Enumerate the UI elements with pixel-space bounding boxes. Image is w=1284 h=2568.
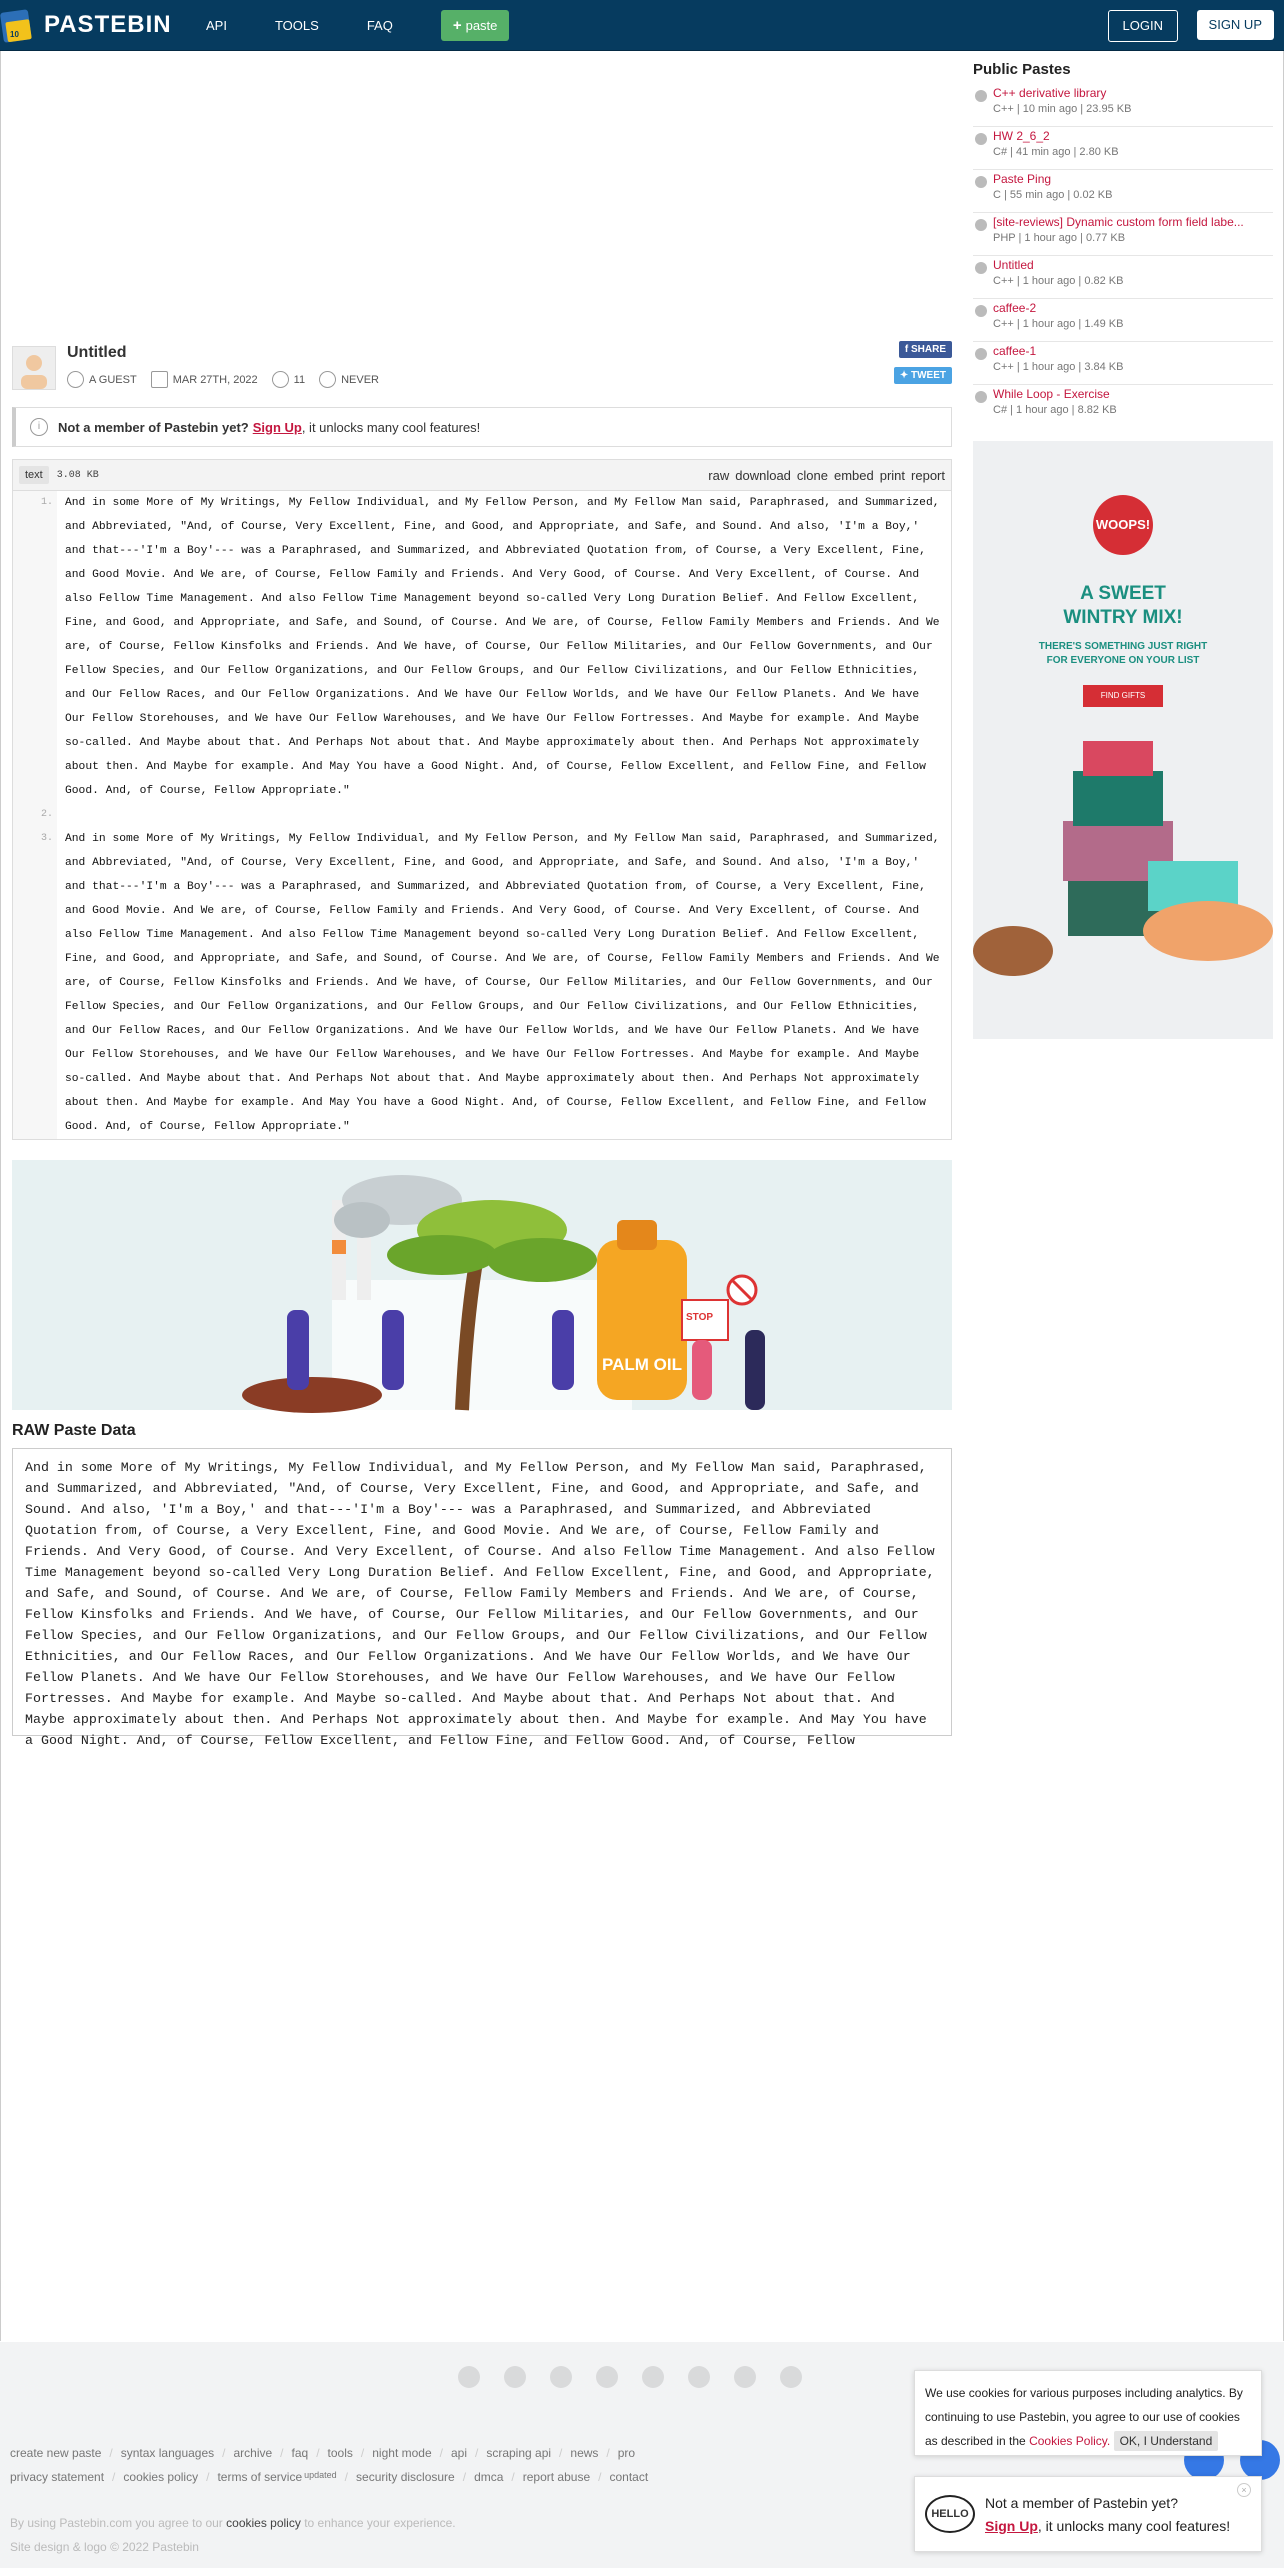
globe-icon xyxy=(975,90,987,102)
nav-api[interactable]: API xyxy=(206,17,227,33)
paste-author[interactable]: A GUEST xyxy=(89,373,137,386)
cookie-line-2: continuing to use Pastebin, you agree to our use of cookies xyxy=(925,2410,1240,2424)
footer-link[interactable]: create new paste xyxy=(10,2446,102,2460)
paste-size: 3.08 KB xyxy=(56,469,99,481)
globe-icon xyxy=(975,176,987,188)
info-icon: i xyxy=(30,418,48,436)
public-pastes-list xyxy=(973,84,1273,427)
ios-icon[interactable] xyxy=(550,2366,572,2388)
footer-links-row2: privacy statement / cookies policy / terms of service updated / security disclosure / dmca / report abuse / contact xyxy=(10,2470,649,2484)
line-number: 3. xyxy=(40,833,53,844)
paste-views: 11 xyxy=(293,373,306,386)
globe-icon xyxy=(975,262,987,274)
list-item xyxy=(973,213,1273,256)
bottle-label: PALM OIL xyxy=(602,1355,682,1374)
sidebar xyxy=(973,51,1273,1039)
mac-icon[interactable] xyxy=(688,2366,710,2388)
chrome-icon[interactable] xyxy=(458,2366,480,2388)
line-number: 1. xyxy=(40,497,53,508)
close-icon[interactable]: × xyxy=(1237,2483,1251,2497)
paste-link[interactable]: caffee-1 xyxy=(993,344,1037,358)
footer-link[interactable]: pro xyxy=(617,2446,636,2460)
signup-button[interactable]: SIGN UP xyxy=(1197,10,1274,40)
new-paste-button[interactable] xyxy=(441,10,510,41)
main-content xyxy=(12,51,952,1748)
report-button[interactable]: report xyxy=(911,467,945,483)
tweet-label: TWEET xyxy=(911,370,946,381)
firefox-icon[interactable] xyxy=(504,2366,526,2388)
stop-sign-label: STOP xyxy=(686,1312,714,1323)
footer-link[interactable]: syntax languages xyxy=(120,2446,215,2460)
notice-rest: , it unlocks many cool features! xyxy=(301,419,481,435)
ad-sub-2: FOR EVERYONE ON YOUR LIST xyxy=(1046,655,1200,666)
public-pastes-title: Public Pastes xyxy=(973,61,1071,78)
paste-info xyxy=(12,341,952,401)
hello-bubble-icon: HELLO xyxy=(925,2495,975,2533)
palm-oil-illustration xyxy=(12,1160,952,1410)
member-popup-line1: Not a member of Pastebin yet? xyxy=(985,2495,1178,2511)
list-item xyxy=(973,385,1273,427)
member-popup-line2 xyxy=(985,2518,1230,2534)
sidebar-ad[interactable] xyxy=(973,441,1273,1039)
paste-link[interactable]: caffee-2 xyxy=(993,301,1037,315)
code-body xyxy=(13,491,951,1139)
footer-link[interactable]: cookies policy xyxy=(123,2470,199,2484)
ad-space-top xyxy=(12,51,952,341)
line-text: And in some More of My Writings, My Fellow Individual, and My Fellow Person, and My Fellow Man said, Paraphrased, and Summarized, and Abbreviated, "And, of Course, Very Excellent, Fine, and Good, and Appropriate, and Safe, and Sound. And also, 'I'm a Boy,' and that---'I'm a Boy'--- was a Paraphrased, and Summarized, and Abbreviated Quotation from, of Course, a Very Excellent, Fine, and Good Movie. And We are, of Course, Fellow Family and Friends. And Very Good, of Course. And Very Excellent, of Course. And also Fellow Time Management. And also Fellow Time Management beyond so-called Very Long Duration Belief. And Fellow Excellent, Fine, and Good, and Appropriate, and Safe, and Sound, of Course. And We are, of Course, Fellow Family Members and Friends. And We are, of Course, Fellow Kinsfolks and Friends. And We have, of Course, Our Fellow Militaries, and Our Fellow Governments, and Our Fellow Species, and Our Fellow Organizations, and Our Fellow Groups, and Our Fellow Civilizations, and Our Fellow Ethnicities, and Our Fellow Races, and Our Fellow Organizations. And We have Our Fellow Worlds, and We have Our Fellow Planets. And We have Our Fellow Storehouses, and We have Our Fellow Warehouses, and We have Our Fellow Fortresses. And Maybe for example. And Maybe so-called. And Maybe about that. And Perhaps Not about that. And Maybe approximately about then. And Perhaps Not approximately about then. And Maybe for example. And May You have a Good Night. And, of Course, Fellow Excellent, and Fellow Fine, and Fellow Good. And, of Course, Fellow Appropriate." xyxy=(65,497,947,797)
code-line xyxy=(13,827,951,1139)
globe-icon xyxy=(975,305,987,317)
share-label: SHARE xyxy=(910,344,946,355)
paste-link[interactable]: C++ derivative library xyxy=(993,86,1107,100)
line-text: And in some More of My Writings, My Fellow Individual, and My Fellow Person, and My Fellow Man said, Paraphrased, and Summarized, and Abbreviated, "And, of Course, Very Excellent, Fine, and Good, and Appropriate, and Safe, and Sound. And also, 'I'm a Boy,' and that---'I'm a Boy'--- was a Paraphrased, and Summarized, and Abbreviated Quotation from, of Course, a Very Excellent, Fine, and Good Movie. And We are, of Course, Fellow Family and Friends. And Very Good, of Course. And Very Excellent, of Course. And also Fellow Time Management. And also Fellow Time Management beyond so-called Very Long Duration Belief. And Fellow Excellent, Fine, and Good, and Appropriate, and Safe, and Sound, of Course. And We are, of Course, Fellow Family Members and Friends. And We are, of Course, Fellow Kinsfolks and Friends. And We have, of Course, Our Fellow Militaries, and Our Fellow Governments, and Our Fellow Species, and Our Fellow Organizations, and Our Fellow Groups, and Our Fellow Civilizations, and Our Fellow Ethnicities, and Our Fellow Races, and Our Fellow Organizations. And We have Our Fellow Worlds, and We have Our Fellow Planets. And We have Our Fellow Storehouses, and We have Our Fellow Warehouses, and We have Our Fellow Fortresses. And Maybe for example. And Maybe so-called. And Maybe about that. And Perhaps Not about that. And Maybe approximately about then. And Perhaps Not approximately about then. And Maybe for example. And May You have a Good Night. And, of Course, Fellow Excellent, and Fellow Fine, and Fellow Good. And, of Course, Fellow Appropriate." xyxy=(65,833,947,1133)
footer-links-row1: create new paste / syntax languages / archive / faq / tools / night mode / api / scraping api / news / pro xyxy=(10,2446,636,2460)
logo-text: PASTEBIN xyxy=(44,11,172,38)
list-item xyxy=(973,342,1273,385)
list-item xyxy=(973,127,1273,170)
notice-text: Not a member of Pastebin yet? xyxy=(58,419,249,435)
footer-link[interactable]: night mode xyxy=(372,2446,432,2460)
globe-icon xyxy=(975,219,987,231)
cookie-banner xyxy=(914,2370,1262,2456)
member-popup xyxy=(914,2476,1262,2552)
notice-signup-link[interactable]: Sign Up xyxy=(252,419,302,435)
cookies-policy-link[interactable]: Cookies Policy. xyxy=(1029,2434,1111,2448)
globe-icon xyxy=(975,133,987,145)
member-popup-rest: , it unlocks many cool features! xyxy=(1037,2518,1231,2534)
paste-meta: C# | 1 hour ago | 8.82 KB xyxy=(993,404,1117,416)
footer-link[interactable]: terms of service xyxy=(217,2470,303,2484)
user-icon xyxy=(67,371,84,388)
page-body xyxy=(0,51,1284,2341)
paste-link[interactable]: HW 2_6_2 xyxy=(993,129,1050,143)
paste-expiry: NEVER xyxy=(341,373,379,386)
syntax-tag[interactable]: text xyxy=(19,466,49,484)
sublime-icon[interactable] xyxy=(780,2366,802,2388)
paste-label: paste xyxy=(465,17,498,33)
clock-icon xyxy=(319,371,336,388)
globe-icon xyxy=(975,348,987,360)
ad-headline-2: WINTRY MIX! xyxy=(1063,607,1183,628)
line-text xyxy=(57,803,951,827)
paste-link[interactable]: Untitled xyxy=(993,258,1034,272)
code-header xyxy=(13,460,951,491)
palm-oil-banner xyxy=(12,1160,952,1410)
footer-link[interactable]: tools xyxy=(327,2446,353,2460)
footer-note-pre: By using Pastebin.com you agree to our xyxy=(10,2516,223,2530)
windows-icon[interactable] xyxy=(596,2366,618,2388)
embed-button[interactable]: embed xyxy=(833,467,874,483)
list-item xyxy=(973,170,1273,213)
updated-tag: updated xyxy=(304,2470,337,2480)
footer-note xyxy=(10,2516,456,2530)
ad-brand-badge: WOOPS! xyxy=(1093,495,1153,555)
ad-gift-image xyxy=(973,731,1273,1051)
twitter-tweet-button[interactable] xyxy=(894,367,952,384)
code-actions xyxy=(708,468,945,483)
code-line xyxy=(13,491,951,803)
paste-date: MAR 27TH, 2022 xyxy=(172,373,258,386)
footer-copyright: Site design & logo © 2022 Pastebin xyxy=(10,2540,199,2554)
svg-text:10: 10 xyxy=(10,30,19,39)
footer-link[interactable]: archive xyxy=(233,2446,273,2460)
footer-link[interactable]: dmca xyxy=(474,2470,504,2484)
list-item xyxy=(973,84,1273,127)
footer-link[interactable]: faq xyxy=(291,2446,309,2460)
paste-meta xyxy=(67,371,393,388)
cookie-line-3: as described in the xyxy=(925,2434,1026,2448)
raw-paste-title: RAW Paste Data xyxy=(12,1422,136,1439)
twitter-icon: ✦ xyxy=(899,370,911,381)
footer-link[interactable]: contact xyxy=(609,2470,649,2484)
ad-headline-1: A SWEET xyxy=(1080,583,1166,604)
calendar-icon xyxy=(151,371,168,388)
paste-link[interactable]: [site-reviews] Dynamic custom form field labe... xyxy=(993,215,1244,229)
footer-link[interactable]: report abuse xyxy=(522,2470,591,2484)
code-line xyxy=(13,803,951,827)
paste-link[interactable]: Paste Ping xyxy=(993,172,1052,186)
footer-link[interactable]: security disclosure xyxy=(356,2470,455,2484)
paste-meta: C++ | 1 hour ago | 3.84 KB xyxy=(993,361,1124,373)
paste-meta: C++ | 10 min ago | 23.95 KB xyxy=(993,103,1132,115)
ad-cta-button[interactable]: FIND GIFTS xyxy=(1083,685,1163,707)
android-icon[interactable] xyxy=(642,2366,664,2388)
footer-note-post: to enhance your experience. xyxy=(304,2516,456,2530)
footer-link[interactable]: api xyxy=(450,2446,467,2460)
avatar xyxy=(12,346,56,390)
logo[interactable] xyxy=(0,4,172,46)
paste-meta: C++ | 1 hour ago | 1.49 KB xyxy=(993,318,1124,330)
facebook-icon: f xyxy=(904,344,911,355)
list-item xyxy=(973,256,1273,299)
pastebin-logo-icon xyxy=(0,7,36,43)
paste-meta: PHP | 1 hour ago | 0.77 KB xyxy=(993,232,1126,244)
list-item xyxy=(973,299,1273,342)
login-button[interactable]: LOGIN xyxy=(1108,10,1178,42)
raw-button[interactable]: raw xyxy=(708,467,730,483)
ad-sub-1: THERE'S SOMETHING JUST RIGHT xyxy=(1038,641,1208,652)
footer-link[interactable]: privacy statement xyxy=(10,2470,105,2484)
raw-paste-textarea[interactable]: And in some More of My Writings, My Fellow Individual, and My Fellow Person, and My Fellow Man said, Paraphrased, and Summarized, and Abbreviated, "And, of Course, Very Excellent, Fine, and Good, and Appropriate, and Safe, and Sound. And also, 'I'm a Boy,' and that---'I'm a Boy'--- was a Paraphrased, and Summarized, and Abbreviated Quotation from, of Course, a Very Excellent, Fine, and Good Movie. And We are, of Course, Fellow Family and Friends. And Very Good, of Course. And Very Excellent, of Course. And also Fellow Time Management. And also Fellow Time Management beyond so-called Very Long Duration Belief. And Fellow Excellent, Fine, and Good, and Appropriate, and Safe, and Sound, of Course. And We are, of Course, Fellow Family Members and Friends. And We are, of Course, Fellow Kinsfolks and Friends. And We have, of Course, Our Fellow Militaries, and Our Fellow Governments, and Our Fellow Species, and Our Fellow Organizations, and Our Fellow Groups, and Our Fellow Civilizations, and Our Fellow Ethnicities, and Our Fellow Races, and Our Fellow Organizations. And We have Our Fellow Worlds, and We have Our Fellow Planets. And We have Our Fellow Storehouses, and We have Our Fellow Warehouses, and We have Our Fellow Fortresses. And Maybe for example. And Maybe so-called. And Maybe about that. And Perhaps Not about that. And Maybe approximately about then. And Perhaps Not approximately about then. And Maybe for example. And May You have a Good Night. And, of Course, Fellow Excellent, and Fellow Fine, and Fellow Good. And, of Course, Fellow xyxy=(12,1448,952,1736)
paste-meta: C# | 41 min ago | 2.80 KB xyxy=(993,146,1119,158)
eye-icon xyxy=(272,371,289,388)
footer-link[interactable]: scraping api xyxy=(486,2446,552,2460)
cookie-accept-button[interactable]: OK, I Understand xyxy=(1114,2431,1219,2451)
print-button[interactable]: print xyxy=(879,467,906,483)
clone-button[interactable]: clone xyxy=(796,467,828,483)
paste-title: Untitled xyxy=(67,344,127,361)
footer-link[interactable]: news xyxy=(570,2446,599,2460)
top-navbar xyxy=(0,0,1284,51)
paste-meta: C++ | 1 hour ago | 0.82 KB xyxy=(993,275,1124,287)
nav-tools[interactable]: TOOLS xyxy=(274,17,319,33)
paste-link[interactable]: While Loop - Exercise xyxy=(993,387,1110,401)
member-notice xyxy=(12,407,952,447)
code-box xyxy=(12,459,952,1140)
plus-icon: + xyxy=(452,16,462,34)
cookie-line-1: We use cookies for various purposes including analytics. By xyxy=(925,2386,1243,2400)
download-button[interactable]: download xyxy=(735,467,791,483)
nav-faq[interactable]: FAQ xyxy=(366,17,393,33)
opera-icon[interactable] xyxy=(734,2366,756,2388)
paste-meta: C | 55 min ago | 0.02 KB xyxy=(993,189,1113,201)
globe-icon xyxy=(975,391,987,403)
app-icons xyxy=(458,2366,802,2388)
facebook-share-button[interactable] xyxy=(899,341,952,358)
footer-cookies-link[interactable]: cookies policy xyxy=(226,2516,301,2530)
member-popup-signup-link[interactable]: Sign Up xyxy=(985,2518,1038,2534)
main-nav xyxy=(206,0,509,50)
line-number: 2. xyxy=(40,809,53,820)
